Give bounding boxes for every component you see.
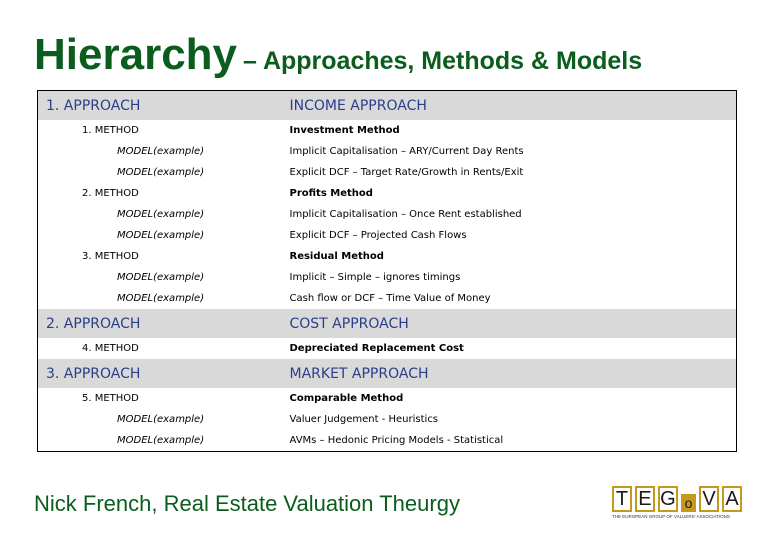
logo-letter: T <box>612 486 632 512</box>
approach-label: 1. APPROACH <box>38 91 281 121</box>
model-label: MODEL(example) <box>117 209 205 220</box>
method-label: 3. METHOD <box>82 251 139 262</box>
model-row <box>38 288 737 309</box>
model-description: Explicit DCF – Target Rate/Growth in Rents/Exit <box>289 167 524 178</box>
method-label: 4. METHOD <box>82 343 139 354</box>
approach-row <box>38 359 737 388</box>
model-label: MODEL(example) <box>117 414 205 425</box>
model-label: MODEL(example) <box>117 146 205 157</box>
model-row <box>38 141 737 162</box>
method-description: Residual Method <box>289 251 384 262</box>
logo-letters <box>612 486 742 512</box>
approach-description: MARKET APPROACH <box>281 359 737 388</box>
model-description: AVMs – Hedonic Pricing Models - Statistical <box>289 435 504 446</box>
logo-letter: o <box>681 494 696 512</box>
method-row <box>38 120 737 141</box>
model-description: Implicit – Simple – ignores timings <box>289 272 461 283</box>
approach-row <box>38 91 737 121</box>
method-row <box>38 246 737 267</box>
method-row <box>38 388 737 409</box>
approach-label: 3. APPROACH <box>38 359 281 388</box>
model-label: MODEL(example) <box>117 293 205 304</box>
model-description: Valuer Judgement - Heuristics <box>289 414 439 425</box>
method-label: 1. METHOD <box>82 125 139 136</box>
logo-letter: G <box>658 486 678 512</box>
method-description: Profits Method <box>289 188 373 199</box>
method-label: 2. METHOD <box>82 188 139 199</box>
logo-letter: A <box>722 486 742 512</box>
model-description: Explicit DCF – Projected Cash Flows <box>289 230 467 241</box>
logo-letter: V <box>699 486 719 512</box>
model-description: Implicit Capitalisation – Once Rent established <box>289 209 522 220</box>
method-description: Investment Method <box>289 125 400 136</box>
model-row <box>38 162 737 183</box>
model-row <box>38 225 737 246</box>
page-title <box>34 30 642 80</box>
method-label: 5. METHOD <box>82 393 139 404</box>
hierarchy-table-body <box>38 91 737 452</box>
model-label: MODEL(example) <box>117 435 205 446</box>
approach-label: 2. APPROACH <box>38 309 281 338</box>
footer-author: Nick French, Real Estate Valuation Theurgy <box>34 491 460 516</box>
title-main: Hierarchy <box>34 30 238 79</box>
tegova-logo <box>612 486 742 522</box>
model-row <box>38 267 737 288</box>
method-description: Comparable Method <box>289 393 404 404</box>
title-subtitle: – Approaches, Methods & Models <box>243 47 643 75</box>
hierarchy-table <box>37 90 737 452</box>
method-row <box>38 338 737 359</box>
approach-description: INCOME APPROACH <box>281 91 737 121</box>
logo-subtitle: THE EUROPEAN GROUP OF VALUERS' ASSOCIATIONS <box>612 514 730 519</box>
model-row <box>38 409 737 430</box>
model-row <box>38 204 737 225</box>
logo-letter: E <box>635 486 655 512</box>
method-row <box>38 183 737 204</box>
model-label: MODEL(example) <box>117 167 205 178</box>
model-description: Implicit Capitalisation – ARY/Current Day Rents <box>289 146 524 157</box>
approach-description: COST APPROACH <box>281 309 737 338</box>
approach-row <box>38 309 737 338</box>
model-label: MODEL(example) <box>117 272 205 283</box>
model-row <box>38 430 737 452</box>
method-description: Depreciated Replacement Cost <box>289 343 464 354</box>
model-label: MODEL(example) <box>117 230 205 241</box>
model-description: Cash flow or DCF – Time Value of Money <box>289 293 491 304</box>
